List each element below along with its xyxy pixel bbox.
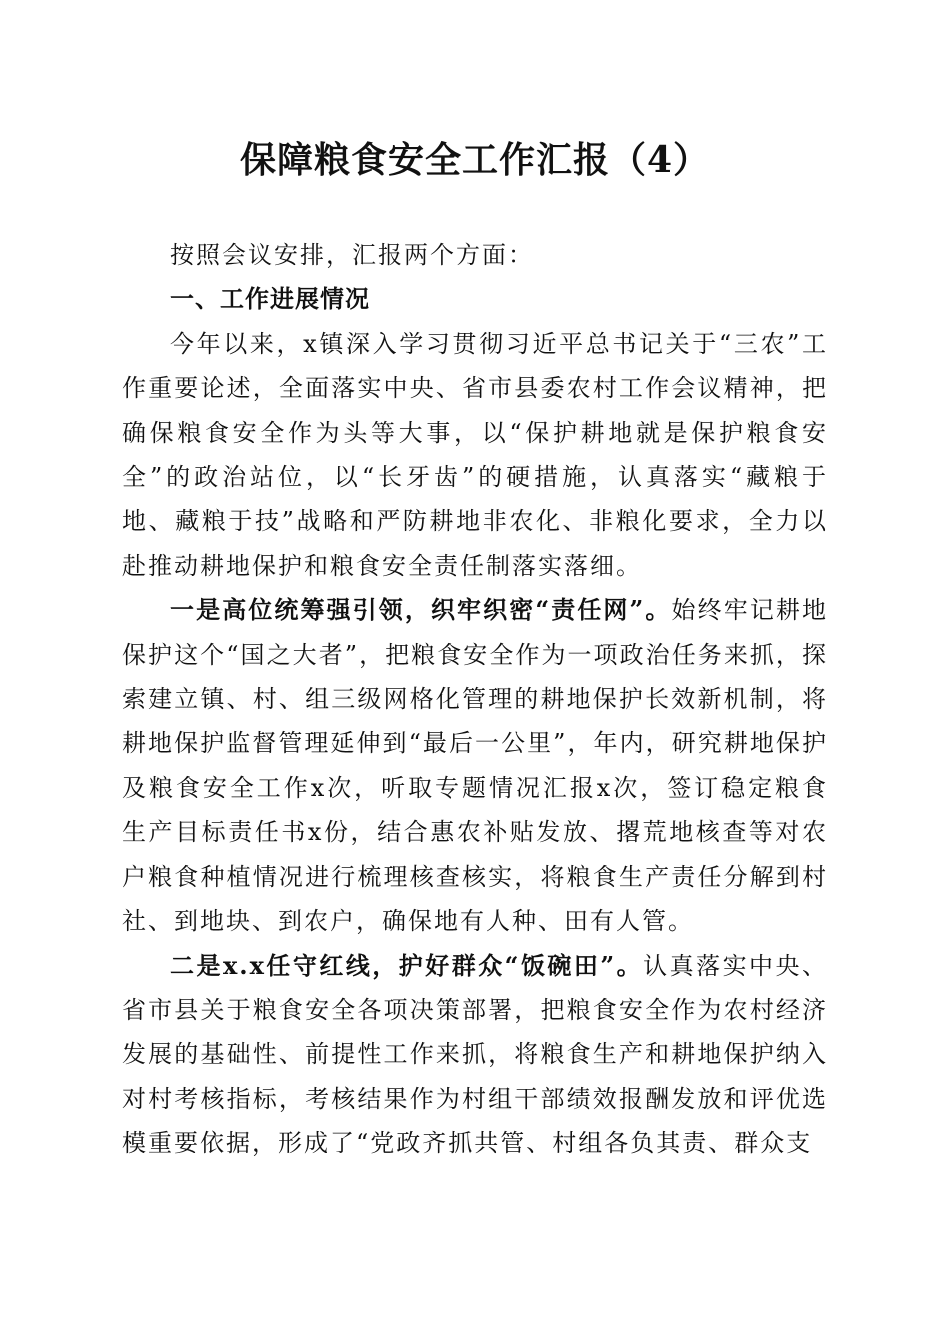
section-heading: 一、工作进展情况 xyxy=(170,285,370,314)
paragraph-text: 始终牢记耕地保护这个“国之大者”，把粮食安全作为一项政治任务来抓，探索建立镇、村、组三级网格化管理的耕地保护长效新机制，将耕地保护监督管理延伸到“最后一公里”，年内，研究耕地保护及粮食安全工作x次，听取专题情况汇报x次，签订稳定粮食生产目标责任书x份，结合惠农补贴发放、撂荒地核查等对农户粮食种植情况进行梳理核查核实，将粮食生产责任分解到村社、到地块、到农户，确保地有人种、田有人管。 xyxy=(122,596,829,936)
paragraph-overview xyxy=(122,322,828,588)
paragraph-text: 认真落实中央、省市县关于粮食安全各项决策部署，把粮食安全作为农村经济发展的基础性、前提性工作来抓，将粮食生产和耕地保护纳入对村考核指标，考核结果作为村组干部绩效报酬发放和评优选模重要依据，形成了“党政齐抓共管、村组各负其责、群众支 xyxy=(122,951,828,1158)
paragraph-lead: 二是x.x任守红线，护好群众“饭碗田”。 xyxy=(170,950,644,980)
document-title: 保障粮食安全工作汇报（4） xyxy=(239,139,711,181)
paragraph-redline xyxy=(122,944,828,1166)
paragraph-text: 今年以来，x镇深入学习贯彻习近平总书记关于“三农”工作重要论述，全面落实中央、省市县委农村工作会议精神，把确保粮食安全作为头等大事，以“保护耕地就是保护粮食安全”的政治站位，以“长牙齿”的硬措施，认真落实“藏粮于地、藏粮于技”战略和严防耕地非农化、非粮化要求，全力以赴推动耕地保护和粮食安全责任制落实落细。 xyxy=(122,329,828,580)
paragraph-responsibility xyxy=(122,588,828,943)
intro-paragraph: 按照会议安排，汇报两个方面： xyxy=(170,241,534,269)
paragraph-lead: 一是高位统筹强引领，织牢织密“责任网”。 xyxy=(170,595,672,625)
document-body xyxy=(122,233,828,1166)
